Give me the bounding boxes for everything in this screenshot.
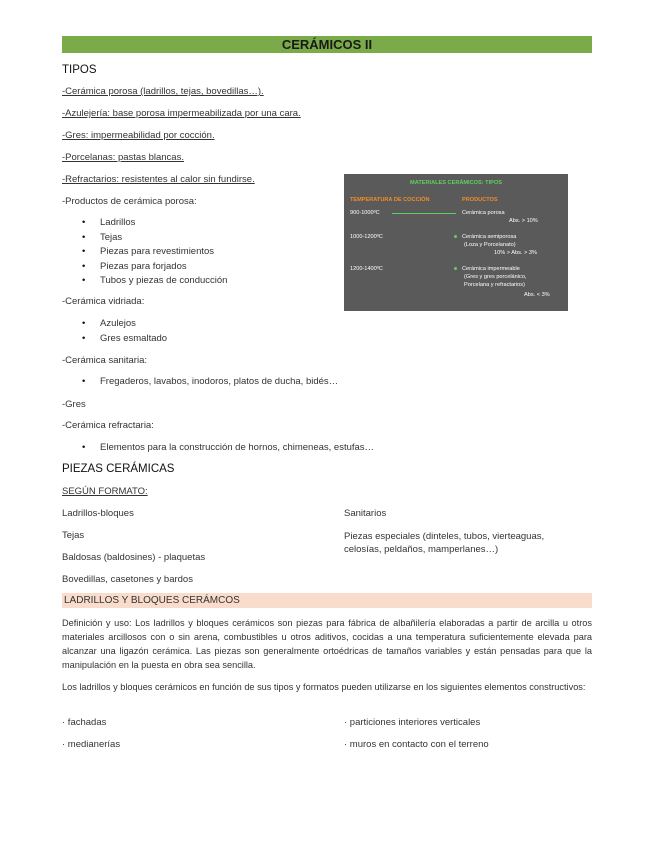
- list-item: • Tubos y piezas de conducción: [62, 274, 227, 289]
- figure-extra2-3: Porcelana y refractarios): [464, 282, 525, 288]
- list-item: • Ladrillos: [62, 216, 227, 231]
- tipo-azulejeria: -Azulejería: base porosa impermeabilizada por una cara.: [62, 108, 301, 119]
- group-refractaria-list: [62, 441, 374, 456]
- tipo-gres: -Gres: impermeabilidad por cocción.: [62, 130, 215, 141]
- list-item: • Tejas: [62, 231, 227, 246]
- tipo-refractarios: -Refractarios: resistentes al calor sin fundirse.: [62, 174, 255, 185]
- group-sanitaria-list: [62, 375, 338, 390]
- figure-extra-3: (Gres y gres porcelánico,: [464, 274, 527, 280]
- uso-fachadas: · fachadas: [62, 717, 107, 728]
- formato-piezas-especiales: Piezas especiales (dinteles, tubos, vierteaguas, celosías, peldaños, mamperlanes…): [344, 531, 545, 555]
- figure-detail-1: Abs. > 10%: [509, 218, 538, 224]
- uso-muros: · muros en contacto con el terreno: [344, 739, 489, 750]
- figure-product-3: Cerámica impermeable: [462, 266, 520, 272]
- ceramic-types-figure: [344, 174, 568, 311]
- figure-col2-header: PRODUCTOS: [462, 197, 498, 203]
- list-item: • Piezas para forjados: [62, 260, 227, 275]
- list-item: • Elementos para la construcción de hornos, chimeneas, estufas…: [62, 441, 374, 456]
- list-item: • Gres esmaltado: [62, 332, 167, 347]
- group-refractaria-label: -Cerámica refractaria:: [62, 420, 154, 431]
- page-title: CERÁMICOS II: [62, 36, 592, 53]
- formato-heading: SEGÚN FORMATO:: [62, 486, 148, 497]
- group-porosa-label: -Productos de cerámica porosa:: [62, 196, 197, 207]
- group-porosa-list: [62, 216, 227, 289]
- formato-ladrillos: Ladrillos-bloques: [62, 508, 134, 519]
- group-vidriada-list: [62, 317, 167, 346]
- formato-bovedillas: Bovedillas, casetones y bardos: [62, 574, 193, 585]
- list-item: • Piezas para revestimientos: [62, 245, 227, 260]
- group-sanitaria-label: -Cerámica sanitaria:: [62, 355, 147, 366]
- tipo-porcelanas: -Porcelanas: pastas blancas.: [62, 152, 184, 163]
- formato-sanitarios: Sanitarios: [344, 508, 387, 519]
- figure-connector-1: [392, 213, 456, 214]
- formato-baldosas: Baldosas (baldosines) - plaquetas: [62, 552, 206, 563]
- figure-detail-2: 10% > Abs. > 3%: [494, 250, 537, 256]
- usos-paragraph: Los ladrillos y bloques cerámicos en función de sus tipos y formatos pueden utilizarse en los siguientes elementos constructivos:: [62, 682, 586, 692]
- tipo-ceramica-porosa: -Cerámica porosa (ladrillos, tejas, bovedillas…).: [62, 86, 264, 97]
- figure-product-1: Cerámica porosa: [462, 210, 505, 216]
- group-vidriada-label: -Cerámica vidriada:: [62, 296, 145, 307]
- list-item: • Fregaderos, lavabos, inodoros, platos de ducha, bidés…: [62, 375, 338, 390]
- figure-product-2: Cerámica semiporosa: [462, 234, 517, 240]
- figure-bullet-2: [454, 235, 457, 238]
- figure-detail-3: Abs. < 3%: [524, 292, 550, 298]
- tipos-heading: TIPOS: [62, 64, 97, 76]
- group-gres-label: -Gres: [62, 399, 86, 410]
- figure-temp-3: 1200-1400ºC: [350, 266, 383, 272]
- figure-col1-header: TEMPERATURA DE COCCIÓN: [350, 197, 430, 203]
- figure-bullet-3: [454, 267, 457, 270]
- figure-extra-2: (Loza y Porcelanato): [464, 242, 516, 248]
- definicion-paragraph: Definición y uso: Los ladrillos y bloques cerámicos son piezas para fábrica de albañilería elaboradas a partir de arcilla u otros materiales arcillosos con o sin arena, combustibles u otros aditivos, cocidas a una temperatura suficientemente elevada para alcanzar una ligazón cerámica. Las piezas son generalmente ortoédricas de tamaños variables y están pensadas para que la manipulación en la puesta en obra sea sencilla.: [62, 618, 592, 670]
- figure-title: MATERIALES CERÁMICOS: TIPOS: [410, 180, 502, 186]
- uso-medianerias: · medianerías: [62, 739, 121, 750]
- figure-temp-1: 900-1000ºC: [350, 210, 380, 216]
- ladrillos-heading: LADRILLOS Y BLOQUES CERÁMCOS: [62, 593, 592, 608]
- formato-tejas: Tejas: [62, 530, 85, 541]
- uso-particiones: · particiones interiores verticales: [344, 717, 481, 728]
- list-item: • Azulejos: [62, 317, 167, 332]
- figure-temp-2: 1000-1200ºC: [350, 234, 383, 240]
- piezas-heading: PIEZAS CERÁMICAS: [62, 463, 175, 475]
